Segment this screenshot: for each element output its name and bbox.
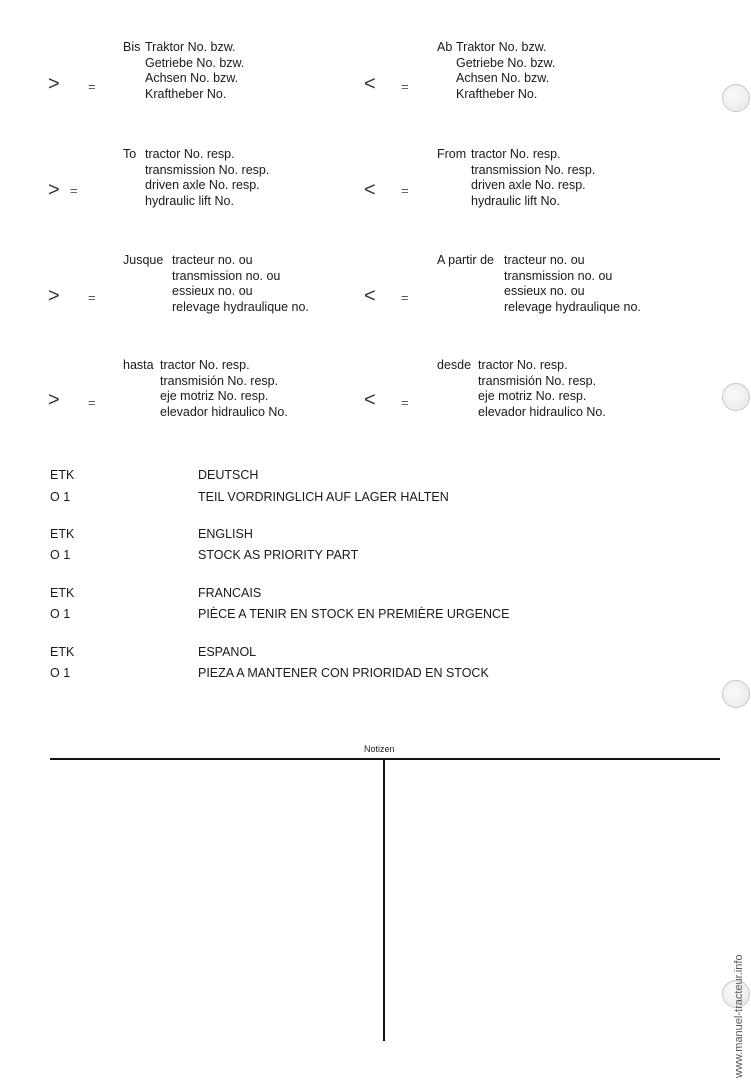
from-definition-es <box>437 358 471 374</box>
legend-code: O 1 <box>50 666 71 680</box>
notes-horizontal-rule <box>50 758 720 760</box>
legend-code-label: ETK <box>50 527 75 541</box>
from-symbol: < <box>364 285 376 307</box>
definition-line: driven axle No. resp. <box>471 178 586 192</box>
definition-line: transmission No. resp. <box>145 162 270 177</box>
from-symbol: < <box>364 179 376 201</box>
definition-line: relevage hydraulique no. <box>172 299 309 314</box>
watermark-text: www.manuel-tracteur.info <box>733 954 745 1078</box>
equals-symbol: = <box>401 290 409 305</box>
binder-hole <box>722 84 750 112</box>
notes-title: Notizen <box>364 744 395 754</box>
equals-symbol: = <box>401 395 409 410</box>
from-prefix: A partir de <box>437 253 494 267</box>
from-lines-en <box>471 147 595 209</box>
definition-line: essieux no. ou <box>504 284 585 298</box>
notes-left-area[interactable] <box>50 762 380 1040</box>
equals-symbol: = <box>401 79 409 94</box>
notes-vertical-rule <box>383 759 385 1041</box>
definition-line: transmisión No. resp. <box>160 373 279 388</box>
until-symbol: > <box>48 73 60 95</box>
definition-line: tractor No. resp. <box>478 358 568 372</box>
until-definition-de <box>123 40 140 56</box>
legend-language: DEUTSCH <box>198 468 259 482</box>
legend-meaning: PIEZA A MANTENER CON PRIORIDAD EN STOCK <box>198 666 489 680</box>
until-symbol: > <box>48 285 60 307</box>
definition-line: tracteur no. ou <box>504 253 585 267</box>
binder-hole <box>722 680 750 708</box>
definition-line: Kraftheber No. <box>145 86 227 101</box>
from-definition-fr <box>437 253 494 269</box>
definition-line: eje motriz No. resp. <box>478 389 587 403</box>
until-symbol: > <box>48 179 60 201</box>
until-symbol: > <box>48 389 60 411</box>
until-lines-en <box>145 147 269 209</box>
from-lines-es <box>478 358 606 420</box>
definition-line: eje motriz No. resp. <box>160 389 269 403</box>
legend-language: FRANCAIS <box>198 586 262 600</box>
from-definition-de <box>437 40 452 56</box>
legend-code-label: ETK <box>50 645 75 659</box>
equals-symbol: = <box>401 183 409 198</box>
from-lines-fr <box>504 253 641 315</box>
equals-symbol: = <box>88 290 96 305</box>
definition-line: driven axle No. resp. <box>145 178 260 192</box>
binder-hole <box>722 383 750 411</box>
until-prefix: To <box>123 147 137 161</box>
until-lines-fr <box>172 253 309 315</box>
definition-line: tractor No. resp. <box>471 147 561 161</box>
definition-line: Getriebe No. bzw. <box>456 55 556 70</box>
definition-line: Traktor No. bzw. <box>145 40 236 54</box>
legend-language: ESPANOL <box>198 645 257 659</box>
until-lines-es <box>160 358 288 420</box>
definition-line: relevage hydraulique no. <box>504 299 641 314</box>
from-symbol: < <box>364 389 376 411</box>
definition-line: tractor No. resp. <box>145 147 235 161</box>
equals-symbol: = <box>88 395 96 410</box>
legend-language: ENGLISH <box>198 527 253 541</box>
from-prefix: Ab <box>437 40 453 54</box>
until-prefix: hasta <box>123 358 154 372</box>
definition-line: hydraulic lift No. <box>145 193 234 208</box>
definition-line: hydraulic lift No. <box>471 193 560 208</box>
definition-line: transmisión No. resp. <box>478 373 597 388</box>
definition-line: tractor No. resp. <box>160 358 250 372</box>
legend-code-label: ETK <box>50 586 75 600</box>
definition-line: Achsen No. bzw. <box>145 71 239 85</box>
from-definition-en <box>437 147 466 163</box>
until-definition-en <box>123 147 136 163</box>
notes-right-area[interactable] <box>388 762 718 1040</box>
equals-symbol: = <box>70 183 78 198</box>
definition-line: transmission No. resp. <box>471 162 596 177</box>
definition-line: elevador hidraulico No. <box>478 404 606 419</box>
legend-code: O 1 <box>50 548 71 562</box>
definition-line: Getriebe No. bzw. <box>145 55 245 70</box>
definition-line: tracteur no. ou <box>172 253 253 267</box>
legend-code: O 1 <box>50 490 71 504</box>
legend-meaning: TEIL VORDRINGLICH AUF LAGER HALTEN <box>198 490 449 504</box>
definition-line: Kraftheber No. <box>456 86 538 101</box>
legend-code: O 1 <box>50 607 71 621</box>
until-definition-es <box>123 358 154 374</box>
definition-line: transmission no. ou <box>172 268 281 283</box>
from-symbol: < <box>364 73 376 95</box>
until-lines-de <box>145 40 244 102</box>
legend-meaning: STOCK AS PRIORITY PART <box>198 548 359 562</box>
equals-symbol: = <box>88 79 96 94</box>
legend-code-label: ETK <box>50 468 75 482</box>
until-prefix: Bis <box>123 40 141 54</box>
definition-line: transmission no. ou <box>504 268 613 283</box>
from-lines-de <box>456 40 555 102</box>
from-prefix: desde <box>437 358 472 372</box>
definition-line: Achsen No. bzw. <box>456 71 550 85</box>
definition-line: Traktor No. bzw. <box>456 40 547 54</box>
from-prefix: From <box>437 147 467 161</box>
legend-meaning: PIÈCE A TENIR EN STOCK EN PREMIÈRE URGENCE <box>198 607 510 621</box>
definition-line: elevador hidraulico No. <box>160 404 288 419</box>
until-definition-fr <box>123 253 163 269</box>
until-prefix: Jusque <box>123 253 164 267</box>
definition-line: essieux no. ou <box>172 284 253 298</box>
